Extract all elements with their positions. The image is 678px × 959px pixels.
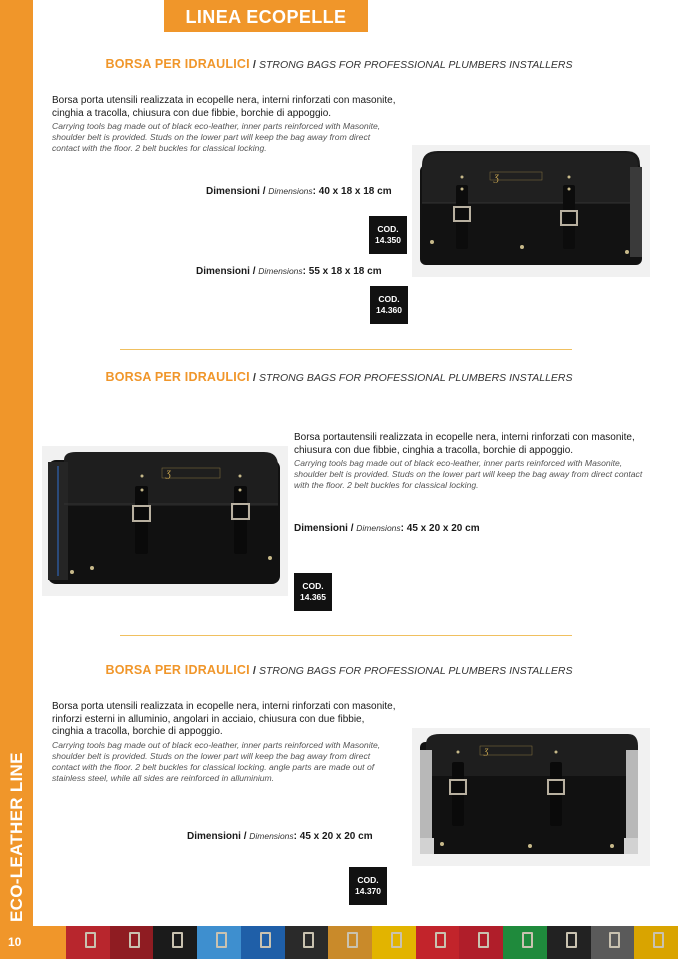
dim-label-en: Dimensions bbox=[356, 523, 401, 533]
section-1-title-sep: / bbox=[252, 59, 256, 71]
section-1-description bbox=[52, 95, 397, 154]
code-value: 14.365 bbox=[300, 592, 326, 602]
section-1-desc-it: Borsa porta utensili realizzata in ecopelle nera, interni rinforzati con masonite, cinghia a tracolla, chiusura con due fibbie, borchie di appoggio. bbox=[52, 95, 396, 119]
code-label: COD. bbox=[377, 224, 399, 234]
bag-photo-14350 bbox=[412, 145, 650, 277]
dim-value: : 45 x 20 x 20 cm bbox=[293, 831, 373, 842]
code-value: 14.360 bbox=[376, 305, 402, 315]
section-1-title bbox=[0, 57, 678, 71]
buckle-icon bbox=[303, 932, 314, 948]
footer-bag-swatch bbox=[153, 926, 197, 959]
dim-label-en: Dimensions bbox=[249, 831, 294, 841]
section-1-desc-en: Carrying tools bag made out of black eco-leather, inner parts reinforced with Masonite, shoulder belt is provided. Studs on the lower part will keep the bag away from direct contact with the floor. 2 belt buckles for classical locking. bbox=[52, 121, 381, 154]
dim-value: : 55 x 18 x 18 cm bbox=[302, 266, 382, 277]
section-2-title bbox=[0, 370, 678, 384]
buckle-icon bbox=[609, 932, 620, 948]
section-1-title-it: BORSA PER IDRAULICI bbox=[105, 57, 250, 71]
svg-text:Ʒ: Ʒ bbox=[484, 747, 489, 756]
section-3-description bbox=[52, 701, 397, 784]
section-3-title bbox=[0, 663, 678, 677]
code-label: COD. bbox=[302, 581, 324, 591]
dim-sep: / bbox=[252, 266, 256, 277]
section-2-description bbox=[294, 432, 649, 491]
section-3-desc-en: Carrying tools bag made out of black eco-leather, inner parts reinforced with Masonite, shoulder belt is provided. Studs on the lower part will keep the bag away from direct contact with the floor. 2 belt buckles for classical locking. angle parts are made out of stainless steel, while all sides are reinforced in alluminium. bbox=[52, 739, 381, 783]
header-tab: LINEA ECOPELLE bbox=[164, 0, 368, 32]
footer-bag-swatch bbox=[416, 926, 460, 959]
section-divider-2 bbox=[120, 635, 572, 636]
buckle-icon bbox=[347, 932, 358, 948]
section-2-title-sep: / bbox=[252, 372, 256, 384]
code-badge-14365 bbox=[294, 573, 332, 611]
dim-value: : 40 x 18 x 18 cm bbox=[312, 186, 392, 197]
footer-bag-swatch bbox=[241, 926, 285, 959]
section-1-dimensions-2 bbox=[196, 266, 382, 277]
brand-logo: Ʒ bbox=[494, 173, 499, 183]
code-value: 14.350 bbox=[375, 235, 401, 245]
dim-label-en: Dimensions bbox=[258, 266, 303, 276]
section-divider-1 bbox=[120, 349, 572, 350]
buckle-icon bbox=[216, 932, 227, 948]
section-3-title-sep: / bbox=[252, 665, 256, 677]
footer-bag-swatch bbox=[285, 926, 329, 959]
buckle-icon bbox=[260, 932, 271, 948]
footer-bag-swatch bbox=[66, 926, 110, 959]
buckle-icon bbox=[129, 932, 140, 948]
code-badge-14360 bbox=[370, 286, 408, 324]
section-1-dimensions-1 bbox=[206, 186, 392, 197]
dim-label-it: Dimensioni bbox=[294, 523, 348, 534]
dim-sep: / bbox=[262, 186, 266, 197]
footer-bag-swatch bbox=[372, 926, 416, 959]
code-badge-14350 bbox=[369, 216, 407, 254]
dim-label-it: Dimensioni bbox=[196, 266, 250, 277]
code-value: 14.370 bbox=[355, 886, 381, 896]
code-badge-14370 bbox=[349, 867, 387, 905]
buckle-icon bbox=[391, 932, 402, 948]
buckle-icon bbox=[85, 932, 96, 948]
section-2-desc-it: Borsa portautensili realizzata in ecopelle nera, interni rinforzati con masonite, chiusura con due fibbie, cinghia a tracolla, borchie di appoggio. bbox=[294, 432, 635, 456]
side-label: ECO-LEATHER LINE bbox=[7, 752, 26, 922]
footer-bag-swatch bbox=[197, 926, 241, 959]
code-label: COD. bbox=[378, 294, 400, 304]
section-3-title-it: BORSA PER IDRAULICI bbox=[105, 663, 250, 677]
footer-bag-swatch bbox=[328, 926, 372, 959]
section-3-title-en: STRONG BAGS FOR PROFESSIONAL PLUMBERS INSTALLERS bbox=[258, 665, 573, 677]
footer-bag-swatch bbox=[591, 926, 635, 959]
footer-bag-swatch bbox=[503, 926, 547, 959]
bag-photo-14365 bbox=[42, 446, 288, 596]
section-2-title-it: BORSA PER IDRAULICI bbox=[105, 370, 250, 384]
section-3-desc-it: Borsa porta utensili realizzata in ecopelle nera, interni rinforzati con masonite, rinforzi esterni in alluminio, angolari in acciaio, chiusura con due fibbie, cinghia a tracolla, borchie di appoggio. bbox=[52, 701, 396, 738]
section-3-dimensions bbox=[187, 831, 373, 842]
section-1-title-en: STRONG BAGS FOR PROFESSIONAL PLUMBERS INSTALLERS bbox=[258, 59, 573, 71]
page-number: 10 bbox=[0, 926, 66, 959]
dim-label-en: Dimensions bbox=[268, 186, 313, 196]
bag-photo-14370 bbox=[412, 728, 650, 866]
dim-sep: / bbox=[243, 831, 247, 842]
dim-sep: / bbox=[350, 523, 354, 534]
buckle-icon bbox=[653, 932, 664, 948]
buckle-icon bbox=[435, 932, 446, 948]
svg-text:Ʒ: Ʒ bbox=[166, 469, 171, 479]
section-2-desc-en: Carrying tools bag made out of black eco-leather, inner parts reinforced with Masonite, shoulder belt is provided. Studs on the lower part will keep the bag away from direct contact with the floor. 2 belt buckles for classical locking. bbox=[294, 458, 643, 491]
buckle-icon bbox=[478, 932, 489, 948]
footer-bag-swatch bbox=[547, 926, 591, 959]
dim-value: : 45 x 20 x 20 cm bbox=[400, 523, 480, 534]
section-2-dimensions bbox=[294, 523, 480, 534]
code-label: COD. bbox=[357, 875, 379, 885]
dim-label-it: Dimensioni bbox=[206, 186, 260, 197]
footer-bag-swatch bbox=[110, 926, 154, 959]
footer-bag-swatch bbox=[634, 926, 678, 959]
buckle-icon bbox=[566, 932, 577, 948]
footer-bag-swatch bbox=[459, 926, 503, 959]
buckle-icon bbox=[172, 932, 183, 948]
buckle-icon bbox=[522, 932, 533, 948]
dim-label-it: Dimensioni bbox=[187, 831, 241, 842]
footer-bag-strip bbox=[66, 926, 678, 959]
section-2-title-en: STRONG BAGS FOR PROFESSIONAL PLUMBERS INSTALLERS bbox=[258, 372, 573, 384]
